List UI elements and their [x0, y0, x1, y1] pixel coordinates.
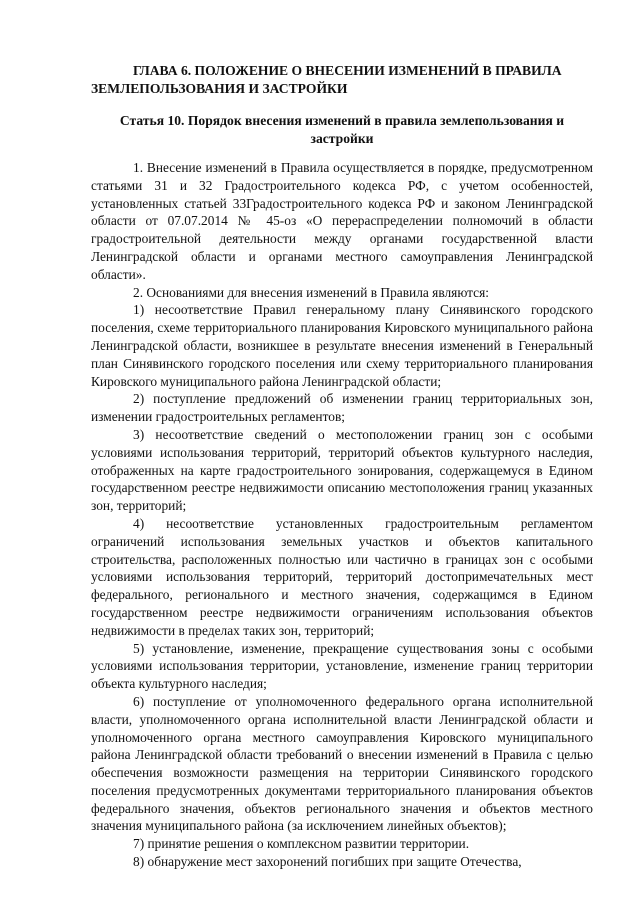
list-item: 2) поступление предложений об изменении границ территориальных зон, изменении градостроительных регламентов; — [91, 391, 593, 425]
list-item: 8) обнаружение мест захоронений погибших при защите Отечества, — [133, 854, 522, 870]
list-item: 7) принятие решения о комплексном развитии территории. — [133, 836, 470, 852]
article-title: Статья 10. Порядок внесения изменений в правила землепользования и застройки — [119, 113, 565, 146]
paragraph: 1. Внесение изменений в Правила осуществляется в порядке, предусмотренном статьями 31 и 32 Градостроительного кодекса РФ, с учетом особенностей, установленных статьей 33Градостроительного кодекса РФ и законом Ленинградской области от 07.07.2014 № 45-оз «О перераспределении полномочий в области градостроительной деятельности между органами государственной власти Ленинградской области и органами местного самоуправления Ленинградской области». — [91, 160, 593, 282]
list-item: 4) несоответствие установленных градостроительным регламентом ограничений использования земельных участков и объектов капитального строительства, расположенных полностью или частично в границах зон с особыми условиями использования территорий, территорий достопримечательных мест федерального, регионального и местного значения, содержащимся в Едином государственном реестре недвижимости ограничениям использования объектов недвижимости в пределах таких зон, территорий; — [91, 515, 593, 638]
paragraph: 2. Основаниями для внесения изменений в Правила являются: — [133, 284, 489, 300]
document-page — [91, 62, 593, 871]
list-item: 6) поступление от уполномоченного федерального органа исполнительной власти, уполномоченного органа исполнительной власти Ленинградской области и уполномоченного органа местного самоуправления Кировского муниципального района Ленинградской области требований о внесении изменений в Правила с целью обеспечения возможности размещения на территории Синявинского городского поселения предусмотренных документами территориального планирования объектов федерального значения, объектов регионального значения и объектов местного значения муниципального района (за исключением линейных объектов); — [91, 693, 593, 834]
list-item: 1) несоответствие Правил генеральному плану Синявинского городского поселения, схеме территориального планирования Кировского муниципального района Ленинградской области, возникшее в результате внесения изменений в Генеральный план Синявинского городского поселения или схему территориального планирования Кировского муниципального района Ленинградской области; — [91, 302, 593, 389]
list-item: 5) установление, изменение, прекращение существования зоны с особыми условиями использования территории, установление, изменение границ территории объекта культурного наследия; — [91, 640, 593, 692]
chapter-title: ГЛАВА 6. ПОЛОЖЕНИЕ О ВНЕСЕНИИ ИЗМЕНЕНИЙ В ПРАВИЛА ЗЕМЛЕПОЛЬЗОВАНИЯ И ЗАСТРОЙКИ — [91, 63, 562, 96]
article-body — [91, 159, 593, 871]
list-item: 3) несоответствие сведений о местоположении границ зон с особыми условиями использования территорий, территорий объектов культурного наследия, отображенных на карте градостроительного зонирования, содержащемуся в Едином государственном реестре недвижимости описанию местоположения границ указанных зон, территорий; — [91, 426, 593, 514]
